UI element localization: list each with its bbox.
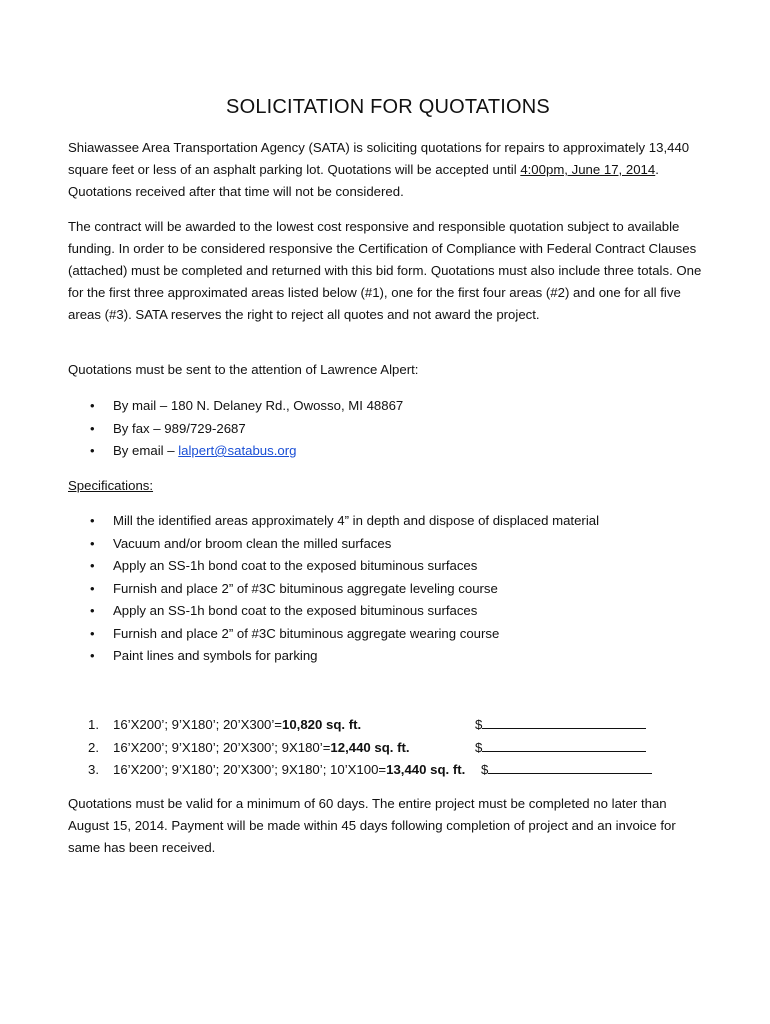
bullet-icon: • <box>90 625 95 641</box>
price-entry[interactable] <box>481 759 652 782</box>
area-list <box>68 714 708 782</box>
spec-item <box>68 510 708 533</box>
bullet-icon: • <box>90 535 95 551</box>
award-paragraph: The contract will be awarded to the lowest cost responsive and responsible quotation subject to available funding. In order to be considered responsive the Certification of Compliance with Federal Contract Clauses (attached) must be completed and returned with this bid form. Quotations must also include three totals. One for the first three approximated areas listed below (#1), one for the first four areas (#2) and one for all five areas (#3). SATA reserves the right to reject all quotes and not award the project. <box>68 219 702 322</box>
contact-mail-text: By mail – 180 N. Delaney Rd., Owosso, MI 48867 <box>113 398 404 413</box>
area-item <box>68 737 708 760</box>
bullet-icon: • <box>90 580 95 596</box>
contact-email-prefix: By email – <box>113 443 179 458</box>
area-number: 2. <box>88 739 99 755</box>
currency-symbol: $ <box>481 762 489 777</box>
contact-mail <box>68 395 708 418</box>
area-total: 10,820 sq. ft. <box>282 717 362 732</box>
spec-item-text: Furnish and place 2” of #3C bituminous aggregate leveling course <box>113 580 498 596</box>
area-total: 13,440 sq. ft. <box>386 762 466 777</box>
contact-list <box>68 395 708 463</box>
contact-email <box>68 440 708 463</box>
spec-item-text: Apply an SS-1h bond coat to the exposed bituminous surfaces <box>113 558 478 573</box>
currency-symbol: $ <box>475 717 483 732</box>
intro-text-1: Shiawassee Area Transportation Agency (SATA) is soliciting quotations for repairs to approximately 13,440 square feet or less of an asphalt parking lot. Quotations will be accepted until <box>68 140 690 177</box>
deadline-text: 4:00pm, June 17, 2014 <box>520 162 656 177</box>
document-title: SOLICITATION FOR QUOTATIONS <box>226 96 550 118</box>
price-entry[interactable] <box>475 714 646 737</box>
area-number: 3. <box>88 762 99 777</box>
bullet-icon: • <box>90 603 95 618</box>
intro-paragraph <box>68 137 708 203</box>
spec-item <box>68 623 708 646</box>
bullet-icon: • <box>90 648 95 663</box>
bullet-icon: • <box>90 398 95 413</box>
intro-text-2: . Quotations received after that time will not be considered. <box>68 162 659 199</box>
bullet-icon: • <box>90 443 95 458</box>
spec-item-text: Apply an SS-1h bond coat to the exposed bituminous surfaces <box>113 603 478 618</box>
area-dimensions: 16’X200’; 9’X180’; 20’X300’; 9X180’=12,440 sq. ft. <box>113 739 410 755</box>
price-blank-line[interactable] <box>488 759 652 774</box>
spec-item <box>68 645 708 668</box>
spec-item <box>68 533 708 556</box>
price-blank-line[interactable] <box>482 714 646 729</box>
email-link[interactable]: lalpert@satabus.org <box>178 443 297 458</box>
price-entry[interactable] <box>475 737 646 760</box>
area-dimensions: 16’X200’; 9’X180’; 20’X300’=10,820 sq. ft. <box>113 717 362 732</box>
area-number: 1. <box>88 717 99 732</box>
spec-item-text: Furnish and place 2” of #3C bituminous aggregate wearing course <box>113 625 500 641</box>
area-item <box>68 759 708 782</box>
spec-item <box>68 555 708 578</box>
contact-fax <box>68 418 708 441</box>
attention-paragraph: Quotations must be sent to the attention of Lawrence Alpert: <box>68 362 419 377</box>
terms-paragraph: Quotations must be valid for a minimum of 60 days. The entire project must be completed no later than August 15, 2014. Payment will be made within 45 days following completion of project and an invoice for same has been received. <box>68 796 676 855</box>
area-item <box>68 714 708 737</box>
spec-item-text: Paint lines and symbols for parking <box>113 648 318 663</box>
spec-item-text: Mill the identified areas approximately 4” in depth and dispose of displaced material <box>113 513 600 528</box>
bullet-icon: • <box>90 558 95 573</box>
currency-symbol: $ <box>475 739 483 755</box>
area-dimensions: 16’X200’; 9’X180’; 20’X300’; 9X180’; 10’X100=13,440 sq. ft. <box>113 762 466 777</box>
spec-item <box>68 578 708 601</box>
specifications-list <box>68 510 708 668</box>
spec-item <box>68 600 708 623</box>
area-total: 12,440 sq. ft. <box>330 739 410 755</box>
bullet-icon: • <box>90 420 95 436</box>
spec-item-text: Vacuum and/or broom clean the milled surfaces <box>113 535 392 551</box>
price-blank-line[interactable] <box>482 737 646 752</box>
specifications-heading: Specifications: <box>68 478 154 493</box>
contact-fax-text: By fax – 989/729-2687 <box>113 420 246 436</box>
bullet-icon: • <box>90 513 95 528</box>
